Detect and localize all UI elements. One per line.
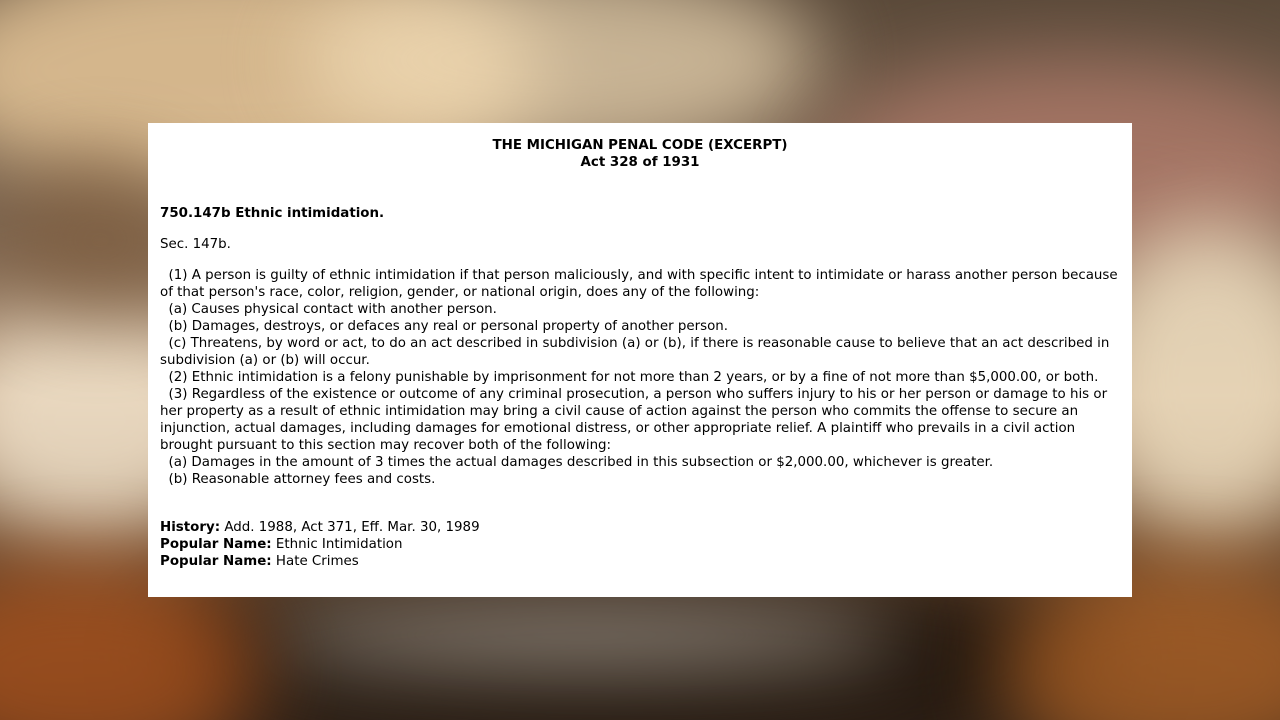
popular-name-label: Popular Name: xyxy=(160,554,272,569)
statute-paragraph: (c) Threatens, by word or act, to do an act described in subdivision (a) or (b), if there is reasonable cause to believe that an act described in subdivision (a) or (b) will occur. xyxy=(160,336,1114,368)
popular-name-line xyxy=(160,536,1120,553)
popular-name-label: Popular Name: xyxy=(160,537,272,552)
history-value: Add. 1988, Act 371, Eff. Mar. 30, 1989 xyxy=(220,520,480,535)
document-header xyxy=(160,137,1120,171)
history-section xyxy=(160,519,1120,570)
statute-paragraph: (b) Damages, destroys, or defaces any real or personal property of another person. xyxy=(160,319,729,334)
history-label: History: xyxy=(160,520,221,535)
history-line xyxy=(160,519,1120,536)
statute-paragraph: (b) Reasonable attorney fees and costs. xyxy=(160,472,436,487)
statute-document-panel xyxy=(148,123,1132,597)
statute-paragraph: (a) Causes physical contact with another person. xyxy=(160,302,497,317)
background-blur-shape xyxy=(260,600,900,670)
popular-name-line xyxy=(160,553,1120,570)
document-title: THE MICHIGAN PENAL CODE (EXCERPT) xyxy=(492,138,788,153)
document-subtitle: Act 328 of 1931 xyxy=(580,155,700,170)
statute-paragraph: (1) A person is guilty of ethnic intimidation if that person maliciously, and with specific intent to intimidate or harass another person because of that person's race, color, religion, gender, or national origin, does any of the following: xyxy=(160,268,1122,300)
section-title: 750.147b Ethnic intimidation. xyxy=(160,206,385,221)
popular-name-value: Ethnic Intimidation xyxy=(271,537,403,552)
statute-paragraph: (a) Damages in the amount of 3 times the actual damages described in this subsection or $2,000.00, whichever is greater. xyxy=(160,455,994,470)
statute-paragraph: (3) Regardless of the existence or outcome of any criminal prosecution, a person who suffers injury to his or her person or damage to his or her property as a result of ethnic intimidation may bring a civil cause of action against the person who commits the offense to secure an injunction, actual damages, including damages for emotional distress, or other appropriate relief. A plaintiff who prevails in a civil action brought pursuant to this section may recover both of the following: xyxy=(160,387,1112,453)
popular-name-value: Hate Crimes xyxy=(271,554,359,569)
statute-body xyxy=(160,267,1120,488)
section-number: Sec. 147b. xyxy=(160,237,231,252)
statute-paragraph: (2) Ethnic intimidation is a felony punishable by imprisonment for not more than 2 years, or by a fine of not more than $5,000.00, or both. xyxy=(160,370,1099,385)
